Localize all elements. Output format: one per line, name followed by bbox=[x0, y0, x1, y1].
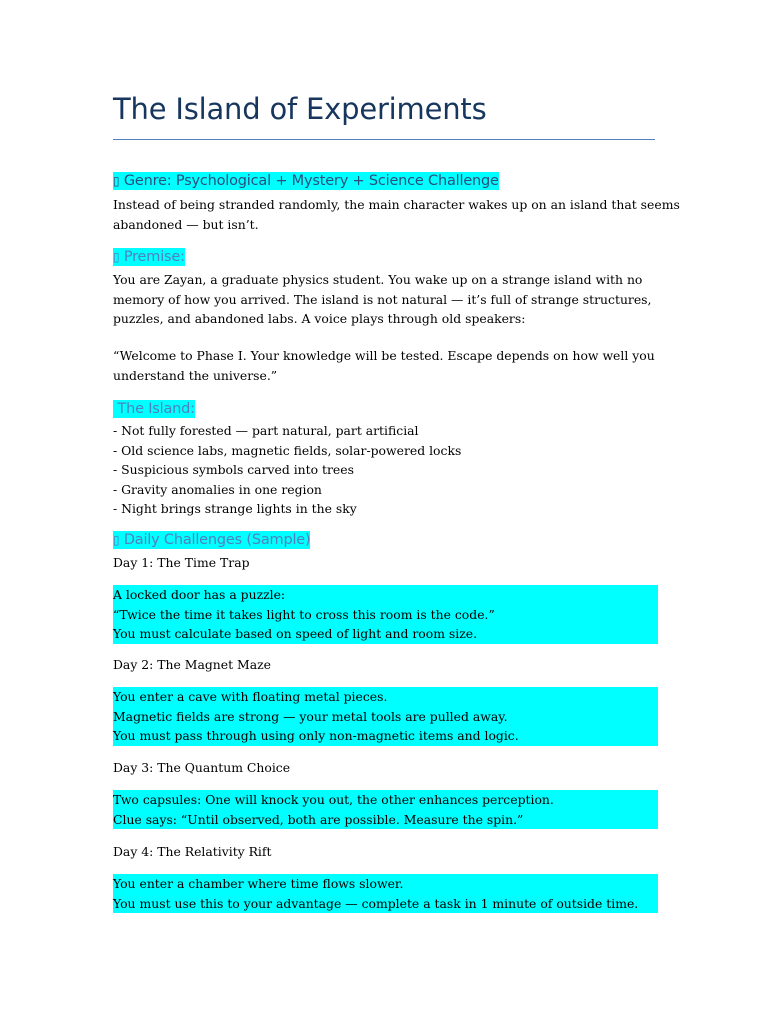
island-heading-text: The Island: bbox=[117, 401, 195, 417]
premise-quote bbox=[113, 346, 658, 385]
highlighted-line: You enter a cave with floating metal pieces. bbox=[113, 689, 388, 704]
highlighted-line: Clue says: “Until observed, both are possible. Measure the spin.” bbox=[113, 811, 524, 827]
title-underline-rule bbox=[113, 139, 655, 140]
premise-heading bbox=[113, 249, 185, 265]
paragraph-line: abandoned — but isn’t. bbox=[113, 216, 259, 232]
day-3-description bbox=[113, 790, 658, 829]
day-title bbox=[113, 553, 658, 573]
highlighted-line: A locked door has a puzzle: bbox=[113, 587, 286, 602]
paragraph-line: puzzles, and abandoned labs. A voice plays through old speakers: bbox=[113, 311, 526, 327]
day-1-description bbox=[113, 585, 658, 644]
document-title: The Island of Experiments bbox=[113, 92, 487, 126]
paragraph-line: Instead of being stranded randomly, the main character wakes up on an island that seems bbox=[113, 197, 680, 212]
list-item: - Gravity anomalies in one region bbox=[113, 481, 322, 497]
day-title bbox=[113, 842, 658, 862]
list-item: - Night brings strange lights in the sky bbox=[113, 501, 357, 517]
day-title bbox=[113, 758, 658, 778]
day-2-title: Day 2: The Magnet Maze bbox=[113, 657, 271, 672]
island-heading bbox=[113, 401, 195, 417]
highlighted-line: Magnetic fields are strong — your metal tools are pulled away. bbox=[113, 708, 508, 724]
day-4-title: Day 4: The Relativity Rift bbox=[113, 844, 272, 859]
challenges-heading-text: Daily Challenges (Sample) bbox=[123, 532, 311, 548]
day-3-title: Day 3: The Quantum Choice bbox=[113, 760, 291, 775]
highlighted-line: Two capsules: One will knock you out, the other enhances perception. bbox=[113, 792, 554, 807]
highlighted-line: “Twice the time it takes light to cross this room is the code.” bbox=[113, 606, 495, 622]
highlighted-line: You enter a chamber where time flows slower. bbox=[113, 876, 404, 891]
genre-paragraph bbox=[113, 195, 680, 234]
quote-line: understand the universe.” bbox=[113, 367, 278, 383]
list-item: - Not fully forested — part natural, part artificial bbox=[113, 423, 419, 438]
paragraph-line: memory of how you arrived. The island is not natural — it’s full of strange structures, bbox=[113, 291, 652, 307]
day-2-description bbox=[113, 687, 658, 746]
placeholder-box-icon: ▯ bbox=[113, 533, 120, 547]
day-1-title: Day 1: The Time Trap bbox=[113, 555, 250, 570]
highlighted-line: You must calculate based on speed of light and room size. bbox=[113, 626, 478, 642]
highlighted-line: You must use this to your advantage — complete a task in 1 minute of outside time. bbox=[113, 895, 639, 911]
highlighted-line: You must pass through using only non-magnetic items and logic. bbox=[113, 728, 519, 744]
genre-heading-text: Genre: Psychological + Mystery + Science Challenge bbox=[123, 173, 499, 189]
island-list bbox=[113, 421, 658, 519]
day-4-description bbox=[113, 874, 658, 913]
placeholder-box-icon: ▯ bbox=[113, 174, 120, 188]
quote-line: “Welcome to Phase I. Your knowledge will be tested. Escape depends on how well you bbox=[113, 348, 655, 363]
list-item: - Old science labs, magnetic fields, solar-powered locks bbox=[113, 442, 462, 458]
paragraph-line: You are Zayan, a graduate physics student. You wake up on a strange island with no bbox=[113, 272, 643, 287]
placeholder-box-icon: ▯ bbox=[113, 250, 120, 264]
list-item: - Suspicious symbols carved into trees bbox=[113, 462, 354, 478]
premise-paragraph bbox=[113, 270, 658, 329]
genre-heading bbox=[113, 173, 499, 189]
premise-heading-text: Premise: bbox=[123, 249, 185, 265]
challenges-heading bbox=[113, 532, 310, 548]
day-title bbox=[113, 655, 658, 675]
